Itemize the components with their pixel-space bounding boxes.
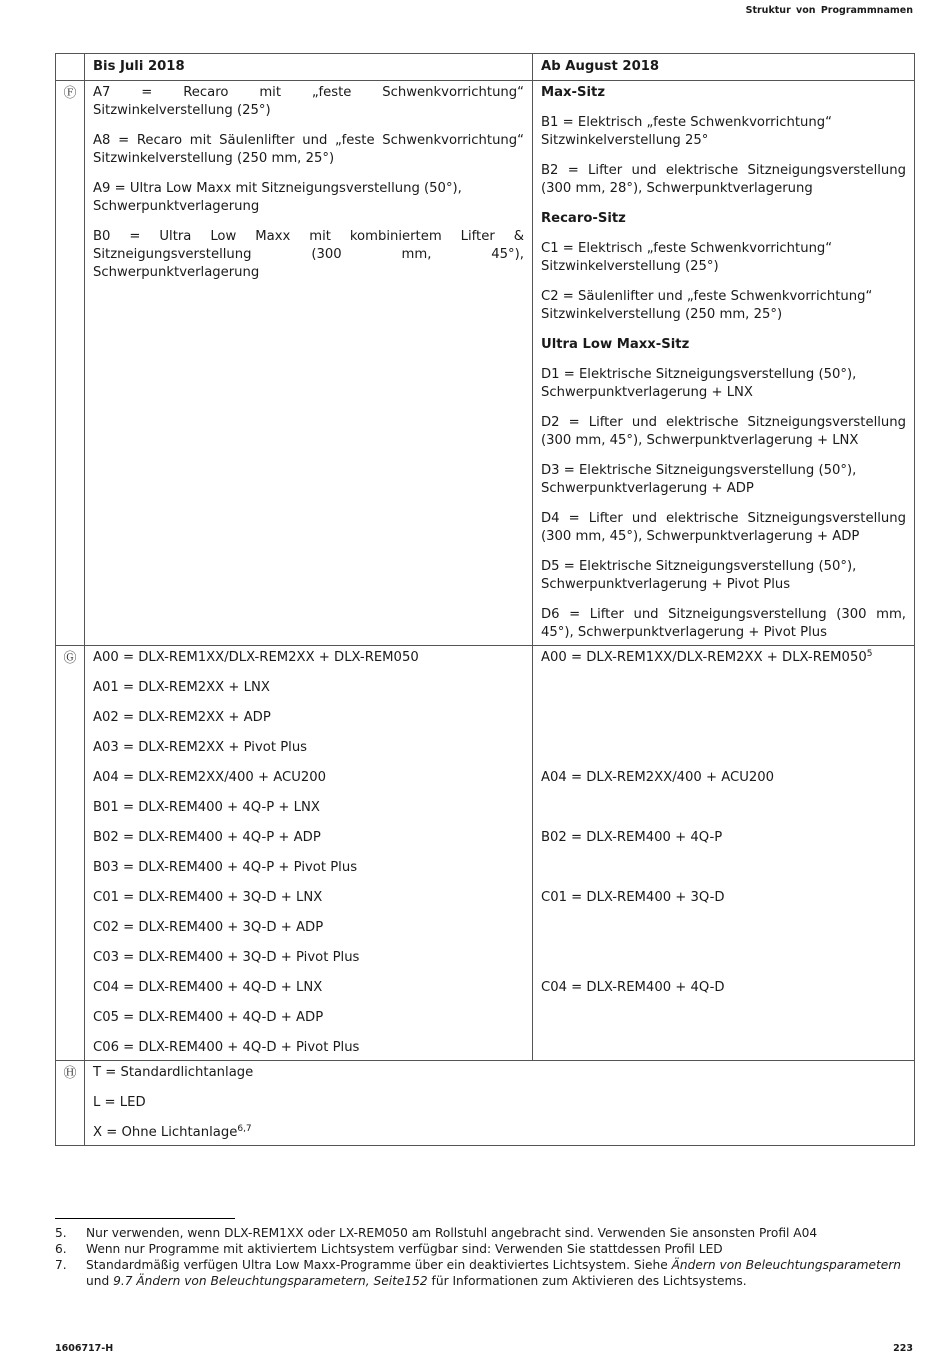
list-item-empty xyxy=(541,949,906,967)
column-header-marker xyxy=(56,54,85,81)
footnote-7 xyxy=(55,1257,915,1289)
list-item: C1 = Elektrisch „feste Schwenkvorrichtung“ Sitzwinkelverstellung (25°) xyxy=(541,241,837,274)
list-item: D2 = Lifter und elektrische Sitzneigungsverstellung (300 mm, 45°), Schwerpunktverlagerung + LNX xyxy=(541,415,911,448)
footnote-number: 7. xyxy=(55,1258,67,1272)
list-item: C02 = DLX-REM400 + 3Q-D + ADP xyxy=(93,920,324,935)
cross-reference-link[interactable]: Ändern von Beleuchtungsparametern xyxy=(671,1258,902,1272)
row-h-cell xyxy=(85,1061,915,1146)
group-heading-max-sitz: Max-Sitz xyxy=(541,85,605,100)
list-item: L = LED xyxy=(93,1095,146,1110)
footnote-text xyxy=(86,1257,915,1289)
footnote-number: 6. xyxy=(55,1242,67,1256)
running-header-title: Struktur von Programmnamen xyxy=(745,5,913,16)
list-item: A02 = DLX-REM2XX + ADP xyxy=(93,710,271,725)
list-item: C03 = DLX-REM400 + 3Q-D + Pivot Plus xyxy=(93,950,360,965)
footnote-text-part: Standardmäßig verfügen Ultra Low Maxx-Programme über ein deaktiviertes Lichtsystem. Siehe xyxy=(86,1258,672,1272)
footnote-text-part: für Informationen zum Aktivieren des Lichtsystems. xyxy=(427,1274,747,1288)
list-item-text: X = Ohne Lichtanlage xyxy=(93,1125,238,1140)
footnote-ref-6-7[interactable]: 6,7 xyxy=(237,1124,252,1134)
column-header-from-august-2018: Ab August 2018 xyxy=(533,54,915,81)
list-item: B02 = DLX-REM400 + 4Q-P + ADP xyxy=(93,830,321,845)
row-g-right-cell xyxy=(533,646,915,1061)
list-item: B01 = DLX-REM400 + 4Q-P + LNX xyxy=(93,800,320,815)
list-item-empty xyxy=(541,739,906,757)
list-item: A04 = DLX-REM2XX/400 + ACU200 xyxy=(93,770,327,785)
list-item: A8 = Recaro mit Säulenlifter und „feste Schwenkvorrichtung“ Sitzwinkelverstellung (250 mm, 25°) xyxy=(93,133,529,166)
list-item: D6 = Lifter und Sitzneigungsverstellung (300 mm, 45°), Schwerpunktverlagerung + Pivot Plus xyxy=(541,607,911,640)
list-item: A01 = DLX-REM2XX + LNX xyxy=(93,680,270,695)
list-item-empty xyxy=(541,709,906,727)
row-marker-g: Ⓖ xyxy=(56,646,85,1061)
footnote-text: Wenn nur Programme mit aktiviertem Lichtsystem verfügbar sind: Verwenden Sie stattdessen Profil LED xyxy=(86,1242,723,1256)
list-item: D3 = Elektrische Sitzneigungsverstellung (50°), Schwerpunktverlagerung + ADP xyxy=(541,463,861,496)
table-row-g xyxy=(56,646,915,1061)
list-item: B02 = DLX-REM400 + 4Q-P xyxy=(541,830,723,845)
list-item: C2 = Säulenlifter und „feste Schwenkvorrichtung“ Sitzwinkelverstellung (250 mm, 25°) xyxy=(541,289,877,322)
program-name-table xyxy=(55,53,915,1146)
page-reference[interactable]: 152 xyxy=(404,1274,428,1288)
list-item: B03 = DLX-REM400 + 4Q-P + Pivot Plus xyxy=(93,860,358,875)
table-row-f xyxy=(56,81,915,646)
list-item: A9 = Ultra Low Maxx mit Sitzneigungsverstellung (50°), Schwerpunktverlagerung xyxy=(93,181,467,214)
list-item: A04 = DLX-REM2XX/400 + ACU200 xyxy=(541,770,775,785)
footnote-6 xyxy=(55,1241,915,1257)
list-item: C06 = DLX-REM400 + 4Q-D + Pivot Plus xyxy=(93,1040,360,1055)
row-g-left-cell xyxy=(85,646,533,1061)
row-f-left-cell xyxy=(85,81,533,646)
list-item: C05 = DLX-REM400 + 4Q-D + ADP xyxy=(93,1010,324,1025)
list-item-empty xyxy=(541,919,906,937)
row-f-right-cell xyxy=(533,81,915,646)
row-marker-f: Ⓕ xyxy=(56,81,85,646)
list-item-empty xyxy=(541,859,906,877)
footnote-number: 5. xyxy=(55,1226,67,1240)
list-item: B0 = Ultra Low Maxx mit kombiniertem Lifter & Sitzneigungsverstellung (300 mm, 45°), Schwerpunktverlagerung xyxy=(93,229,529,280)
row-marker-h: Ⓗ xyxy=(56,1061,85,1146)
list-item xyxy=(541,649,906,667)
page-number: 223 xyxy=(893,1343,913,1354)
table-row-h xyxy=(56,1061,915,1146)
list-item xyxy=(93,1124,906,1142)
list-item: D1 = Elektrische Sitzneigungsverstellung (50°), Schwerpunktverlagerung + LNX xyxy=(541,367,861,400)
list-item: C01 = DLX-REM400 + 3Q-D + LNX xyxy=(93,890,323,905)
list-item: C04 = DLX-REM400 + 4Q-D + LNX xyxy=(93,980,323,995)
list-item: B2 = Lifter und elektrische Sitzneigungsverstellung (300 mm, 28°), Schwerpunktverlagerung xyxy=(541,163,911,196)
footnote-5 xyxy=(55,1225,915,1241)
cross-reference-link[interactable]: 9.7 Ändern von Beleuchtungsparametern, Seite xyxy=(113,1274,405,1288)
table-header-row xyxy=(56,54,915,81)
group-heading-recaro-sitz: Recaro-Sitz xyxy=(541,211,626,226)
footnote-text-part: und xyxy=(86,1274,114,1288)
document-number: 1606717-H xyxy=(55,1343,114,1354)
list-item: C01 = DLX-REM400 + 3Q-D xyxy=(541,890,725,905)
list-item: T = Standardlichtanlage xyxy=(93,1065,254,1080)
list-item: A03 = DLX-REM2XX + Pivot Plus xyxy=(93,740,308,755)
list-item: A7 = Recaro mit „feste Schwenkvorrichtung“ Sitzwinkelverstellung (25°) xyxy=(93,85,529,118)
footnotes xyxy=(55,1225,915,1289)
list-item: A00 = DLX-REM1XX/DLX-REM2XX + DLX-REM050 xyxy=(93,650,419,665)
list-item-empty xyxy=(541,799,906,817)
list-item-empty xyxy=(541,679,906,697)
list-item: B1 = Elektrisch „feste Schwenkvorrichtung“ Sitzwinkelverstellung 25° xyxy=(541,115,837,148)
footnote-text: Nur verwenden, wenn DLX-REM1XX oder LX-REM050 am Rollstuhl angebracht sind. Verwenden Sie ansonsten Profil A04 xyxy=(86,1226,818,1240)
list-item-text: A00 = DLX-REM1XX/DLX-REM2XX + DLX-REM050 xyxy=(541,650,867,665)
list-item: D4 = Lifter und elektrische Sitzneigungsverstellung (300 mm, 45°), Schwerpunktverlagerung + ADP xyxy=(541,511,911,544)
group-heading-ultra-low-maxx-sitz: Ultra Low Maxx-Sitz xyxy=(541,337,690,352)
list-item: C04 = DLX-REM400 + 4Q-D xyxy=(541,980,725,995)
footnote-ref-5[interactable]: 5 xyxy=(866,649,873,659)
column-header-until-july-2018: Bis Juli 2018 xyxy=(85,54,533,81)
footnote-divider xyxy=(55,1218,235,1219)
list-item: D5 = Elektrische Sitzneigungsverstellung (50°), Schwerpunktverlagerung + Pivot Plus xyxy=(541,559,861,592)
